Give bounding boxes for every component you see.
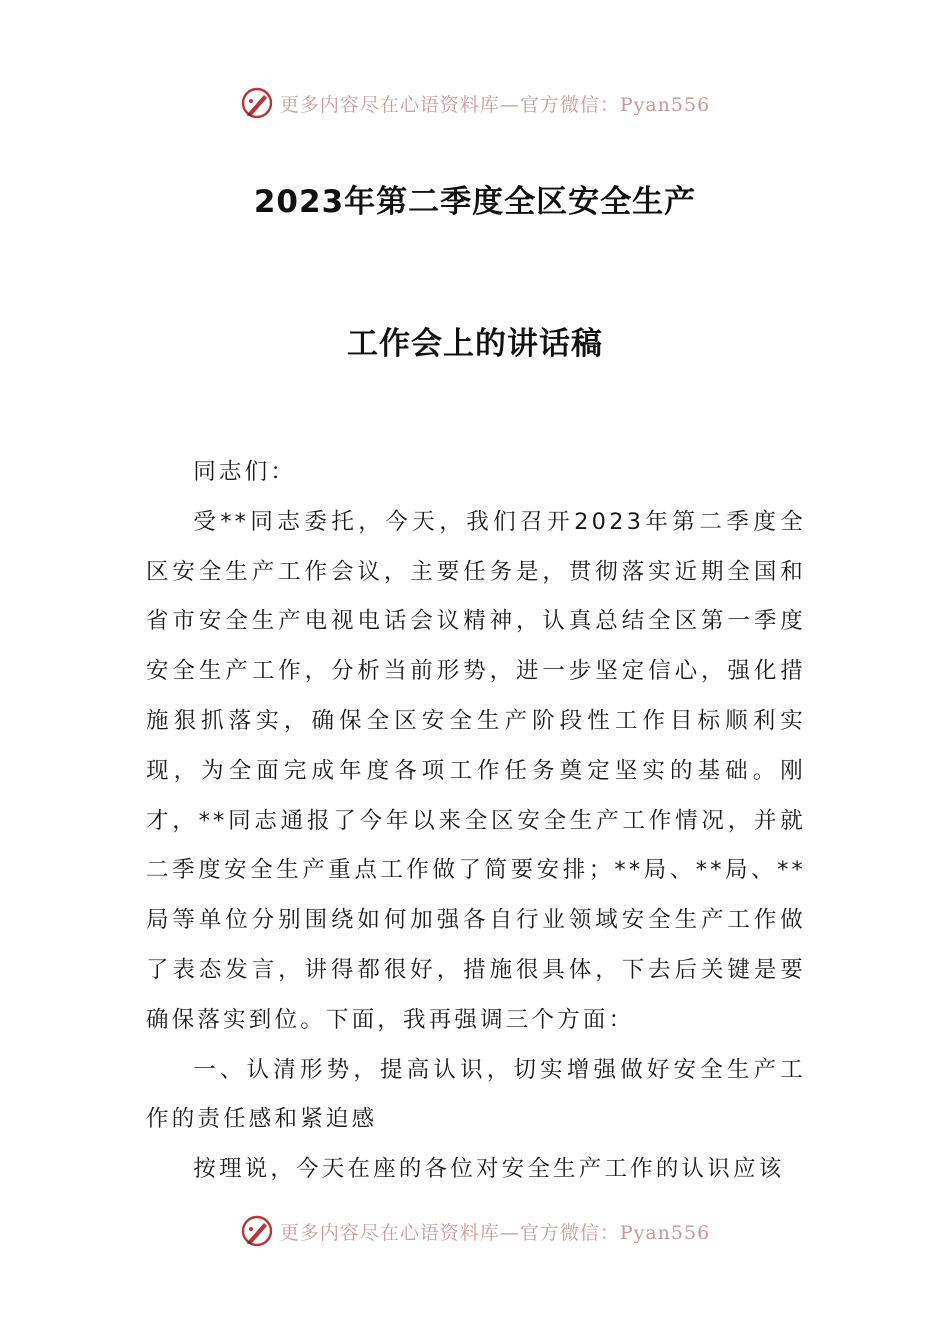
paragraph-intro: 受**同志委托，今天，我们召开2023年第二季度全区安全生产工作会议，主要任务是，贯彻落实近期全国和省市安全生产电视电话会议精神，认真总结全区第一季度安全生产工作，分析当前形势，进一步坚定信心，强化措施狠抓落实，确保全区安全生产阶段性工作目标顺利实现，为全面完成年度各项工作任务奠定坚实的基础。刚才，**同志通报了今年以来全区安全生产工作情况，并就二季度安全生产重点工作做了简要安排；**局、**局、**局等单位分别围绕如何加强各自行业领域安全生产工作做了表态发言，讲得都很好，措施很具体，下去后关键是要确保落实到位。下面，我再强调三个方面：	[146, 508, 806, 1033]
watermark-text: 更多内容尽在心语资料库—官方微信：Pyan556	[279, 93, 711, 116]
paragraph-section-heading: 一、认清形势，提高认识，切实增强做好安全生产工作的责任感和紧迫感	[146, 1056, 806, 1133]
watermark-footer	[0, 1211, 950, 1251]
pen-circle-logo-icon	[240, 86, 274, 120]
document-title-line-1: 2023年第二季度全区安全生产	[253, 184, 697, 220]
paragraph-salutation: 同志们：	[193, 459, 297, 485]
watermark-text: 更多内容尽在心语资料库—官方微信：Pyan556	[279, 1221, 711, 1244]
document-body	[146, 448, 806, 1195]
watermark-header	[0, 83, 950, 123]
document-title-line-2: 工作会上的讲话稿	[347, 326, 603, 362]
paragraph-continuation: 按理说，今天在座的各位对安全生产工作的认识应该	[193, 1156, 785, 1183]
pen-circle-logo-icon	[240, 1214, 274, 1248]
